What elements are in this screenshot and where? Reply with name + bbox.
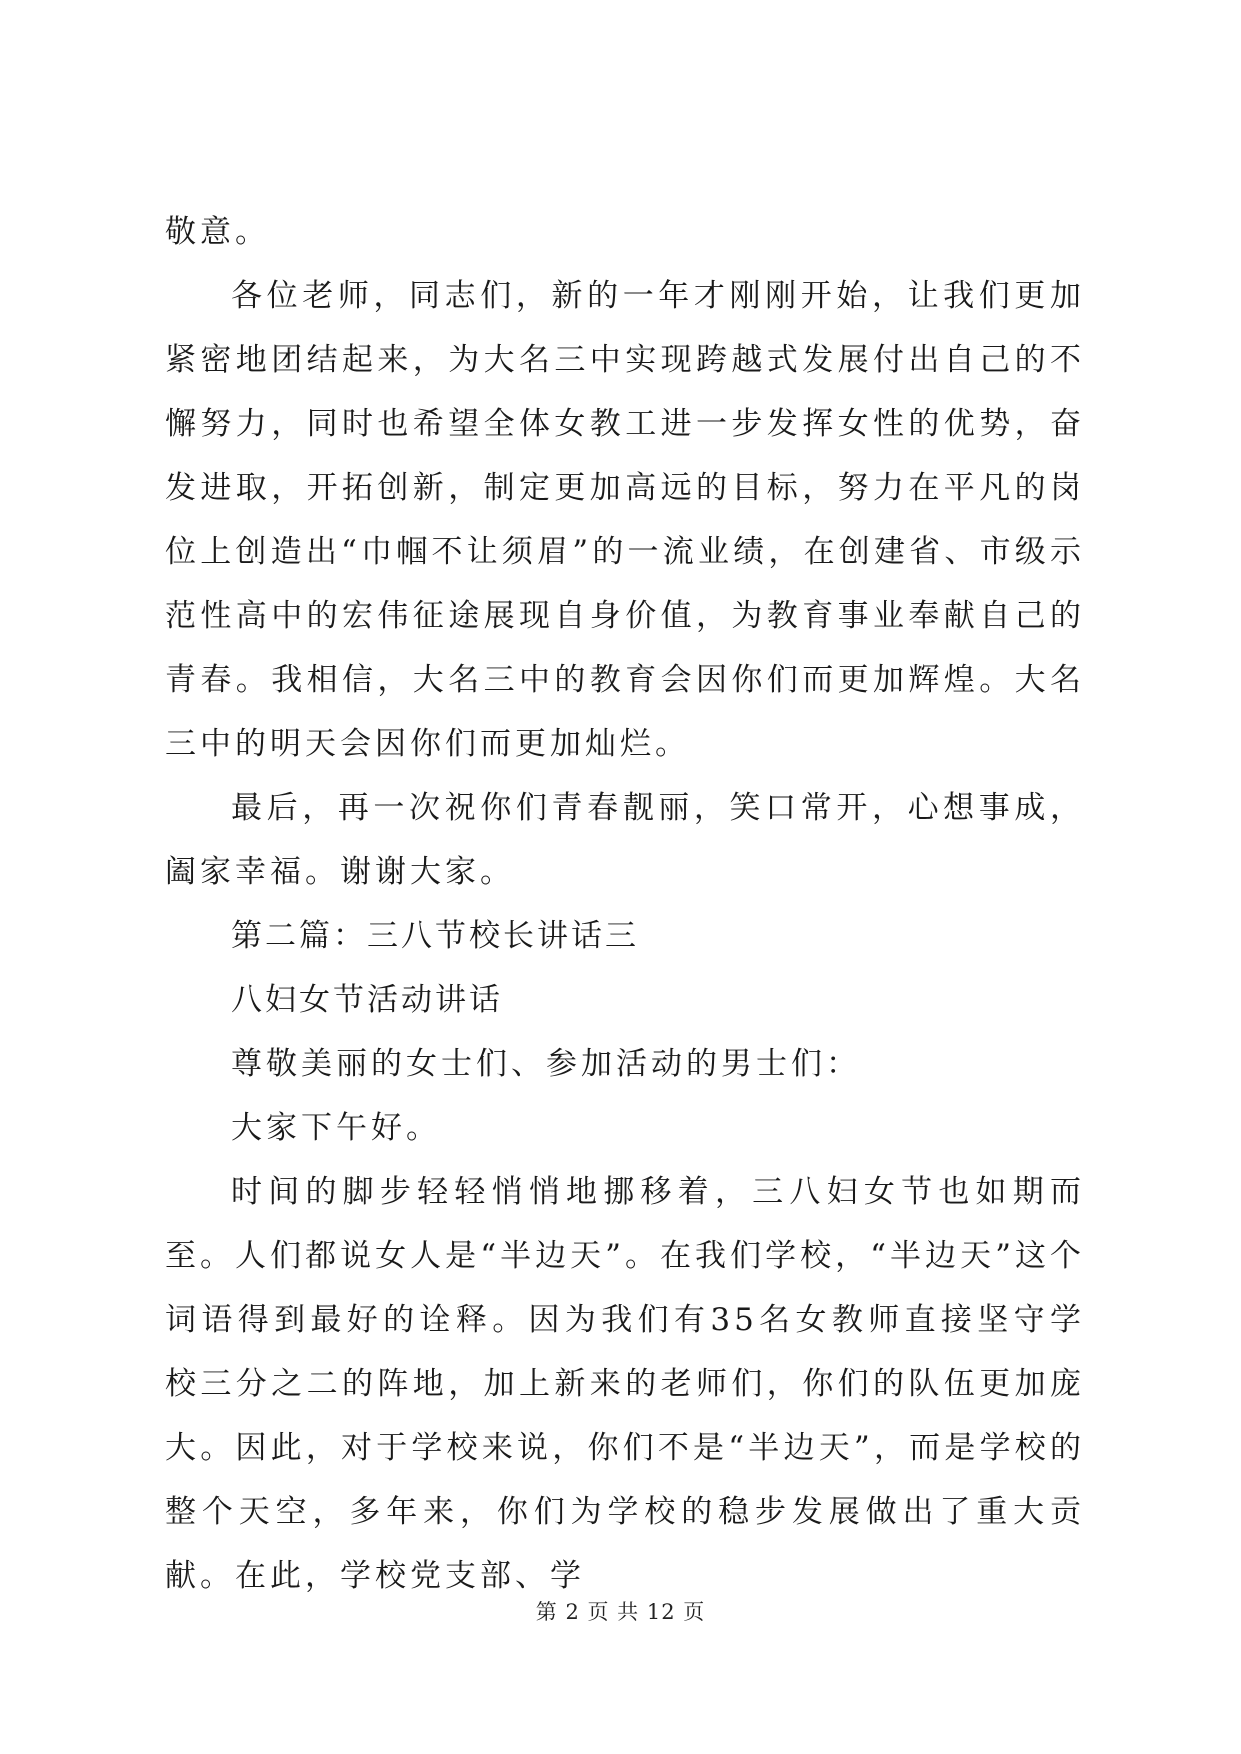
salutation: 尊敬美丽的女士们、参加活动的男士们：	[231, 1046, 861, 1082]
paragraph-closing-fragment: 敬意。	[165, 214, 270, 250]
page-number-footer: 第 2 页 共 12 页	[535, 1600, 706, 1624]
speech-title: 八妇女节活动讲话	[231, 982, 503, 1018]
document-body	[165, 200, 1085, 1608]
paragraph-final-wishes: 最后，再一次祝你们青春靓丽，笑口常开，心想事成，阖家幸福。谢谢大家。	[165, 790, 1085, 890]
section-heading: 第二篇：三八节校长讲话三	[231, 918, 639, 954]
paragraph-encouragement: 各位老师，同志们，新的一年才刚刚开始，让我们更加紧密地团结起来，为大名三中实现跨越式发展付出自己的不懈努力，同时也希望全体女教工进一步发挥女性的优势，奋发进取，开拓创新，制定更加高远的目标，努力在平凡的岗位上创造出“巾帼不让须眉”的一流业绩，在创建省、市级示范性高中的宏伟征途展现自身价值，为教育事业奉献自己的青春。我相信，大名三中的教育会因你们而更加辉煌。大名三中的明天会因你们而更加灿烂。	[165, 278, 1085, 762]
paragraph-speech-body: 时间的脚步轻轻悄悄地挪移着，三八妇女节也如期而至。人们都说女人是“半边天”。在我们学校，“半边天”这个词语得到最好的诠释。因为我们有35名女教师直接坚守学校三分之二的阵地，加上新来的老师们，你们的队伍更加庞大。因此，对于学校来说，你们不是“半边天”，而是学校的整个天空，多年来，你们为学校的稳步发展做出了重大贡献。在此，学校党支部、学	[165, 1174, 1085, 1594]
greeting: 大家下午好。	[231, 1110, 441, 1146]
